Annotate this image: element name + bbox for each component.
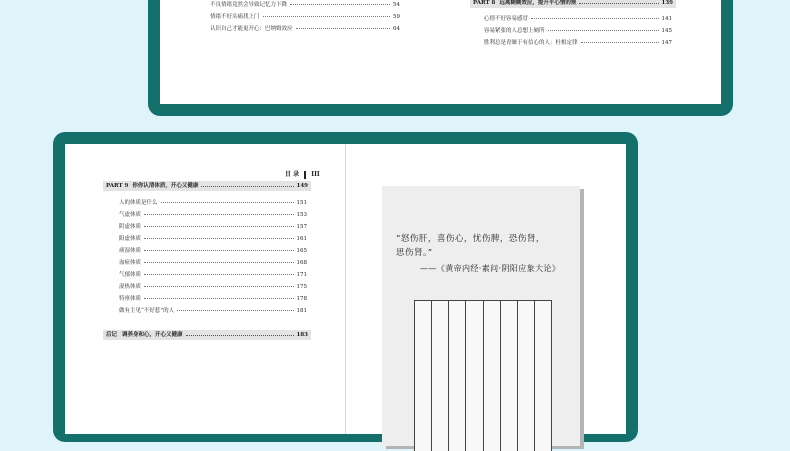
bamboo-slip [432, 301, 449, 451]
bamboo-slip [518, 301, 535, 451]
bamboo-slip [484, 301, 501, 451]
bottom-book-frame [53, 132, 638, 442]
top-toc-page [160, 0, 721, 104]
toc-item: 阴虚体质 157 [119, 224, 307, 230]
toc-item: 容易紧张的人总想上厕所 145 [484, 28, 672, 34]
toc-item: 情绪不好头痛找上门 59 [210, 14, 400, 20]
bamboo-slip [501, 301, 518, 451]
toc-page-left [65, 144, 346, 434]
quote-source: ——《黄帝内经·素问·阴阳应象大论》 [420, 264, 561, 273]
toc-item: 认识自己才能更开心：巴纳姆效应 64 [210, 26, 400, 32]
bamboo-slips-illustration [414, 300, 552, 451]
toc-item: 心情不好容易感冒 141 [484, 16, 672, 22]
toc-item: 气虚体质 153 [119, 212, 307, 218]
toc-item: 胜利总是青睐于有信心的人：杜根定律 147 [484, 40, 672, 46]
bamboo-slip [535, 301, 551, 451]
bamboo-slip [466, 301, 483, 451]
part-8-bar: PART 8 远离糊糊效应，提升平心情的规 139 [470, 0, 676, 8]
part-9-bar: PART 9 你你认清体质，开心又健康 149 [103, 181, 311, 191]
quote-page-right [346, 144, 626, 434]
quote-illustration [382, 186, 580, 446]
top-book-frame [148, 0, 733, 116]
toc-item: 阳虚体质 161 [119, 236, 307, 242]
toc-item: 人的体质是什么 151 [119, 200, 307, 206]
quote-text: “怒伤肝，喜伤心，忧伤脾，恐伤肾， 思伤肾。” [396, 234, 545, 258]
toc-item: 不良情绪竟然会导致记忆力下降 54 [210, 2, 400, 8]
afterword-bar: 后记 调养身和心，开心又健康 183 [103, 330, 311, 340]
toc-item: 特禀体质 178 [119, 296, 307, 302]
bamboo-slip [415, 301, 432, 451]
toc-item: 气郁体质 171 [119, 272, 307, 278]
toc-item: 血瘀体质 168 [119, 260, 307, 266]
toc-item: 湿热体质 175 [119, 284, 307, 290]
toc-item: 做有主见“不好惹”的人 181 [119, 308, 307, 314]
bamboo-slip [449, 301, 466, 451]
page-header: 目 录 III [285, 171, 320, 178]
toc-item: 痰湿体质 165 [119, 248, 307, 254]
